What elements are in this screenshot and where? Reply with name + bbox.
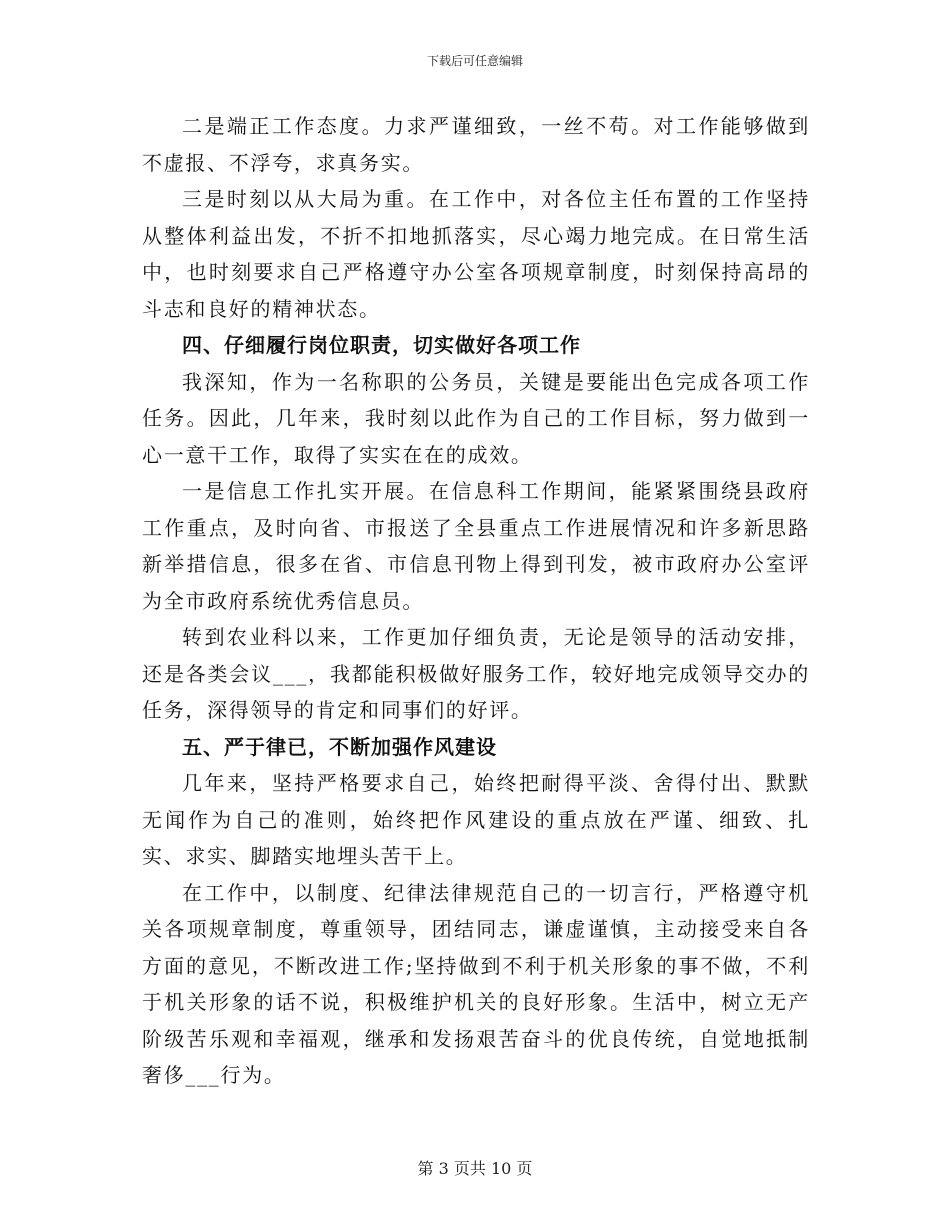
- paragraph-attitude: 二是端正工作态度。力求严谨细致，一丝不苟。对工作能够做到不虚报、不浮夸，求真务实。: [142, 114, 810, 175]
- paragraph-strict-requirements: 几年来，坚持严格要求自己，始终把耐得平淡、舍得付出、默默无闻作为自己的准则，始终把作风建设的重点放在严谨、细致、扎实、求实、脚踏实地埋头苦干上。: [142, 771, 810, 868]
- section-heading-discipline: 五、严于律已，不断加强作风建设: [182, 734, 497, 759]
- section-heading-duties: 四、仔细履行岗位职责，切实做好各项工作: [182, 333, 581, 357]
- document-body: [142, 108, 810, 1094]
- paragraph-information-work: 一是信息工作扎实开展。在信息科工作期间，能紧紧围绕县政府工作重点，及时向省、市报送了全县重点工作进展情况和许多新思路新举措信息，很多在省、市信息刊物上得到刊发，被市政府办公室评为全市政府系统优秀信息员。: [142, 479, 810, 613]
- paragraph-rules-conduct: 在工作中，以制度、纪律法律规范自己的一切言行，严格遵守机关各项规章制度，尊重领导，团结同志，谦虚谨慎，主动接受来自各方面的意见，不断改进工作;坚持做到不利于机关形象的事不做，不利于机关形象的话不说，积极维护机关的良好形象。生活中，树立无产阶级苦乐观和幸福观，继承和发扬艰苦奋斗的优良传统，自觉地抵制奢侈___行为。: [142, 880, 810, 1087]
- page-header: 下载后可任意编辑: [426, 54, 523, 68]
- page-footer: 第 3 页共 10 页: [417, 1159, 533, 1178]
- paragraph-overall-situation: 三是时刻以从大局为重。在工作中，对各位主任布置的工作坚持从整体利益出发，不折不扣地抓落实，尽心竭力地完成。在日常生活中，也时刻要求自己严格遵守办公室各项规章制度，时刻保持高昂的斗志和良好的精神状态。: [142, 187, 810, 321]
- paragraph-civil-servant: 我深知，作为一名称职的公务员，关键是要能出色完成各项工作任务。因此，几年来，我时刻以此作为自己的工作目标，努力做到一心一意干工作，取得了实实在在的成效。: [142, 369, 810, 467]
- paragraph-agriculture-section: 转到农业科以来，工作更加仔细负责，无论是领导的活动安排，还是各类会议___，我都能积极做好服务工作，较好地完成领导交办的任务，深得领导的肯定和同事们的好评。: [142, 625, 810, 722]
